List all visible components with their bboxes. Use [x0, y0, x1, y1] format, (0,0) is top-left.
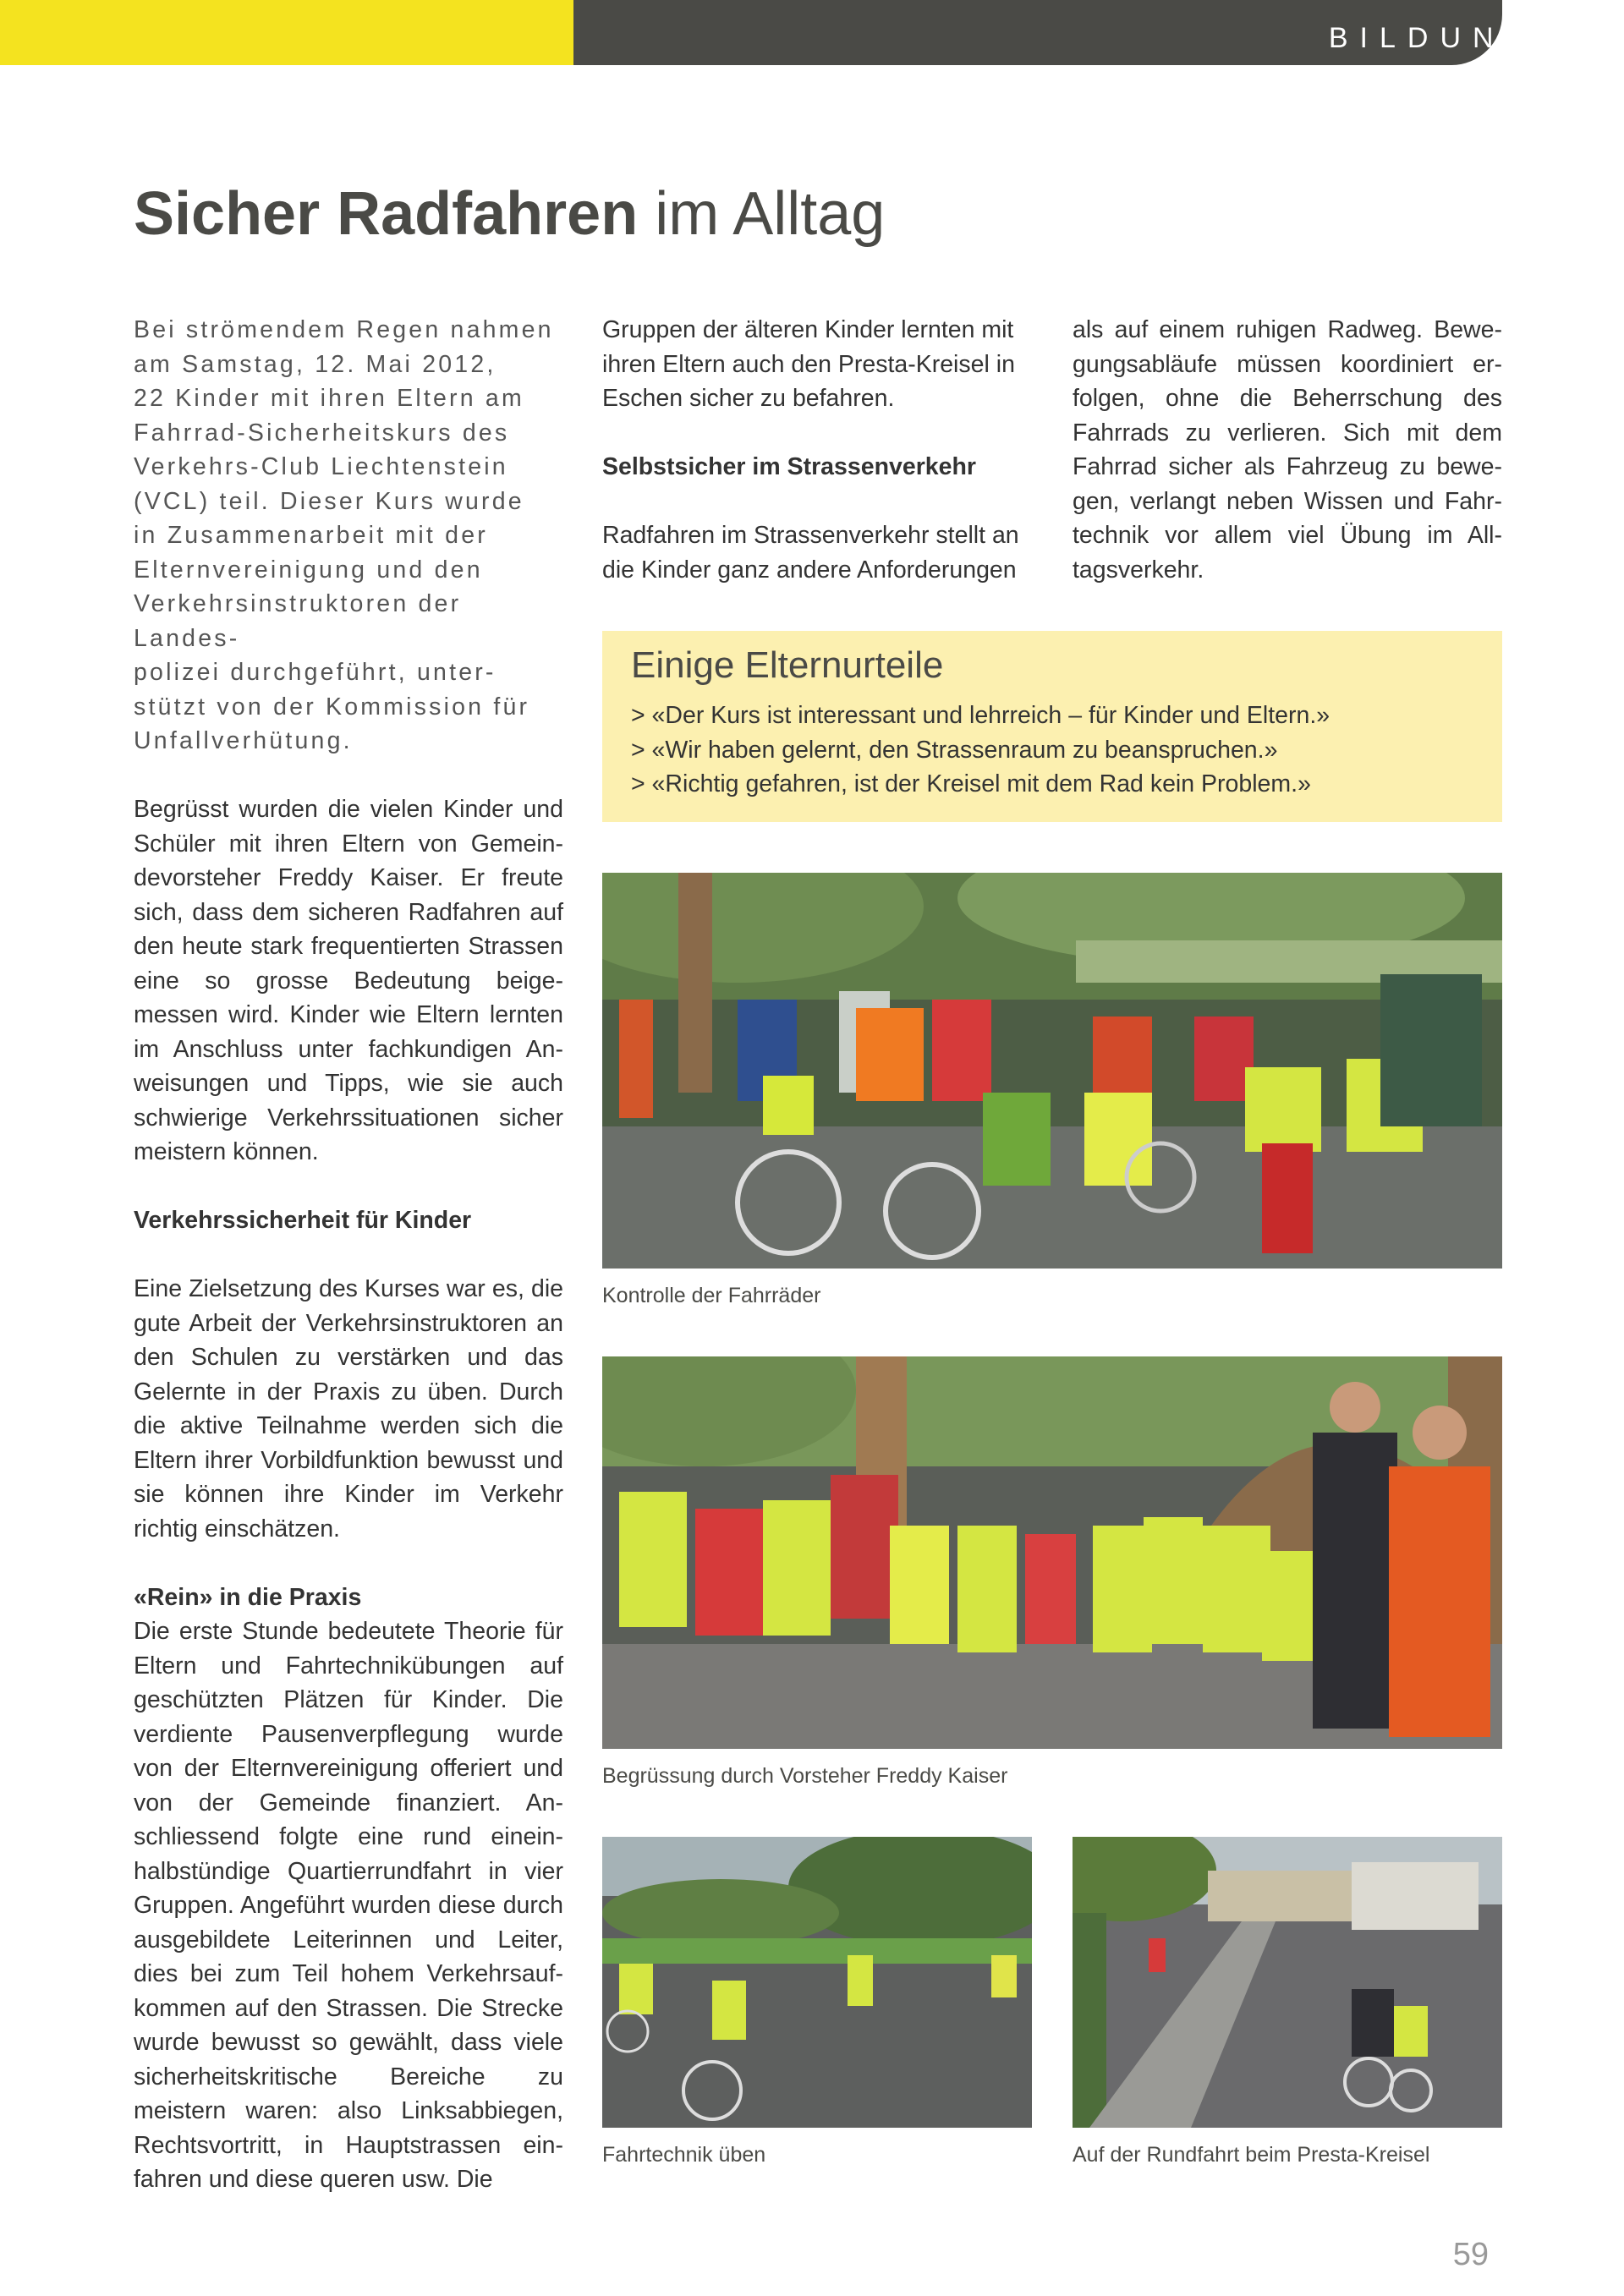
photo-welcome-mayor — [602, 1356, 1502, 1749]
caption-photo-1: Kontrolle der Fahrräder — [602, 1284, 821, 1307]
title-bold: Sicher Radfahren — [134, 180, 639, 248]
intro-line: Verkehrsinstruktoren der Landes- — [134, 590, 462, 652]
paragraph-welcome: Begrüsst wurden die vielen Kinder und Schüler mit ihren Eltern von Gemeindevorsteher Freddy Kaiser. Er freute sich, dass dem sicheren Radfahren auf den heute stark frequentierten Strassen eine so grosse Bedeutung beigemessen wird. Kinder wie Eltern lernten im Anschluss unter fachkundigen Anweisungen und Tipps, wie sie auch schwierige Verkehrssituationen sicher meistern können. — [134, 796, 563, 1165]
paragraph-groups: Gruppen der älteren Kinder lernten mit ihren Eltern auch den Presta-Kreisel in Eschen sicher zu befahren. — [602, 316, 1015, 412]
page-number: 59 — [1452, 2237, 1489, 2272]
caption-photo-2: Begrüssung durch Vorsteher Freddy Kaiser — [602, 1764, 1008, 1788]
photo-bike-inspection — [602, 873, 1502, 1269]
paragraph-movement: als auf einem ruhigen Radweg. Bewegungsabläufe müssen koordiniert erfolgen, ohne die Beherrschung des Fahrrads zu verlieren. Sich mit dem Fahrrad sicher als Fahrzeug zu bewegen, verlangt neben Wissen und Fahrtechnik vor allem viel Übung im Alltagsverkehr. — [1073, 316, 1502, 584]
article-column-2 — [602, 313, 1035, 587]
intro-line: stützt von der Kommission für — [134, 693, 530, 721]
article-column-3 — [1073, 313, 1502, 587]
photo-riding-technique — [602, 1837, 1032, 2128]
intro-line: Fahrrad-Sicherheitskurs des — [134, 419, 510, 447]
caption-photo-4: Auf der Rundfahrt beim Presta-Kreisel — [1073, 2143, 1430, 2167]
intro-line: 22 Kinder mit ihren Eltern am — [134, 385, 524, 412]
quote-item: > «Der Kurs ist interessant und lehrreich – für Kinder und Eltern.» — [631, 702, 1330, 729]
intro-line: Bei strömendem Regen nahmen — [134, 316, 554, 343]
parent-quotes-box — [602, 631, 1502, 822]
subheading-traffic-safety: Verkehrssicherheit für Kinder — [134, 1207, 472, 1234]
intro-paragraph — [134, 313, 563, 759]
subheading-practice: «Rein» in die Praxis — [134, 1583, 362, 1611]
caption-photo-3: Fahrtechnik üben — [602, 2143, 766, 2167]
header-accent-bar — [0, 0, 573, 65]
subheading-self-confident: Selbstsicher im Strassenverkehr — [602, 453, 976, 480]
photo-roundabout-tour — [1073, 1837, 1502, 2128]
paragraph-practice: Die erste Stunde bedeutete Theorie für Eltern und Fahrtechnikübungen auf geschützten Plätzen für Kinder. Die verdiente Pausenverpflegung wurde von der Elternvereinigung offeriert und von der Gemeinde finanziert. Anschliessend folgte eine rund eineinhalbstündige Quartierrundfahrt in vier Gruppen. Angeführt wurden diese durch ausgebildete Leiterinnen und Leiter, dies bei zum Teil hohem Verkehrsaufkommen auf den Strassen. Die Strecke wurde bewusst so gewählt, dass viele sicherheitskritische Bereiche zu meistern waren: also Linksabbiegen, Rechtsvortritt, in Hauptstrassen einfahren und diese queren usw. Die — [134, 1618, 563, 2193]
intro-line: (VCL) teil. Dieser Kurs wurde — [134, 487, 524, 515]
article-column-1 — [134, 313, 563, 2197]
intro-line: in Zusammenarbeit mit der — [134, 522, 488, 549]
title-light: im Alltag — [655, 180, 886, 248]
intro-line: Unfallverhütung. — [134, 727, 353, 754]
quotes-title: Einige Elternurteile — [631, 644, 944, 686]
quote-item: > «Wir haben gelernt, den Strassenraum zu beanspruchen.» — [631, 736, 1278, 764]
quote-item: > «Richtig gefahren, ist der Kreisel mit dem Rad kein Problem.» — [631, 770, 1311, 797]
intro-line: polizei durchgeführt, unter- — [134, 659, 497, 686]
intro-line: am Samstag, 12. Mai 2012, — [134, 350, 497, 378]
section-label: BILDUNG — [1328, 22, 1539, 54]
intro-line: Verkehrs-Club Liechtenstein — [134, 453, 508, 480]
intro-line: Elternvereinigung und den — [134, 556, 483, 584]
paragraph-goals: Eine Zielsetzung des Kurses war es, die gute Arbeit der Verkehrsinstruktoren an den Schulen zu verstärken und das Gelernte in der Praxis zu üben. Durch die aktive Teilnahme werden sich die Eltern ihrer Vorbildfunktion bewusst und sie können ihre Kinder im Verkehr richtig einschätzen. — [134, 1275, 563, 1543]
page-title — [134, 179, 885, 249]
paragraph-traffic: Radfahren im Strassenverkehr stellt an die Kinder ganz andere Anforderungen — [602, 522, 1019, 584]
